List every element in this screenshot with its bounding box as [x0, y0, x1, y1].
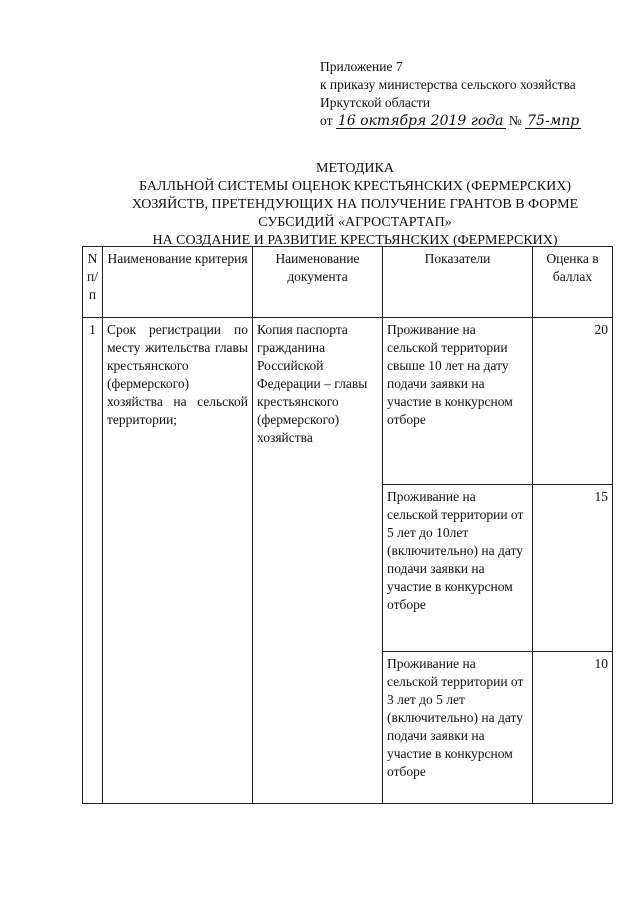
- score-cell: 15: [533, 485, 613, 652]
- appendix-region: Иркутской области: [320, 95, 431, 110]
- document-title: [80, 160, 630, 250]
- title-line-1: МЕТОДИКА: [316, 161, 394, 176]
- header-criterion: Наименование критерия: [103, 247, 253, 318]
- score-cell: 20: [533, 318, 613, 485]
- table-row: [83, 318, 613, 485]
- table-header-row: [83, 247, 613, 318]
- criteria-table: [82, 246, 613, 804]
- indicator-cell: Проживание на сельской территории от 3 лет до 5 лет (включительно) на дату подачи заявки на участие в конкурсном отборе: [383, 652, 533, 804]
- header-number: N п/ п: [83, 247, 103, 318]
- indicator-cell: Проживание на сельской территории свыше 10 лет на дату подачи заявки на участие в конкурсном отборе: [383, 318, 533, 485]
- handwritten-order-number: 75-мпр: [527, 113, 580, 129]
- appendix-order-ref: к приказу министерства сельского хозяйства: [320, 77, 576, 92]
- title-line-2: БАЛЛЬНОЙ СИСТЕМЫ ОЦЕНОК КРЕСТЬЯНСКИХ (ФЕРМЕРСКИХ): [139, 179, 571, 194]
- indicator-cell: Проживание на сельской территории от 5 лет до 10лет (включительно) на дату подачи заявки на участие в конкурсном отборе: [383, 485, 533, 652]
- row-number: 1: [83, 318, 103, 804]
- handwritten-date: 16 октября 2019 года: [337, 113, 504, 129]
- appendix-date-line: [320, 112, 581, 130]
- title-line-5: НА СОЗДАНИЕ И РАЗВИТИЕ КРЕСТЬЯНСКИХ (ФЕРМЕРСКИХ): [152, 233, 558, 248]
- score-cell: 10: [533, 652, 613, 804]
- criterion-cell: Срок регистрации по месту жительства главы крестьянского (фермерского) хозяйства на сельской территории;: [103, 318, 253, 804]
- appendix-number: Приложение 7: [320, 59, 403, 74]
- header-document: Наименование документа: [253, 247, 383, 318]
- header-indicators: Показатели: [383, 247, 533, 318]
- title-line-4: СУБСИДИЙ «АГРОСТАРТАП»: [258, 215, 452, 230]
- document-cell: Копия паспорта гражданина Российской Федерации – главы крестьянского (фермерского) хозяйства: [253, 318, 383, 804]
- appendix-header: [320, 58, 581, 130]
- number-label: №: [508, 113, 522, 128]
- from-label: от: [320, 113, 333, 128]
- header-score: Оценка в баллах: [533, 247, 613, 318]
- title-line-3: ХОЗЯЙСТВ, ПРЕТЕНДУЮЩИХ НА ПОЛУЧЕНИЕ ГРАНТОВ В ФОРМЕ: [131, 197, 579, 212]
